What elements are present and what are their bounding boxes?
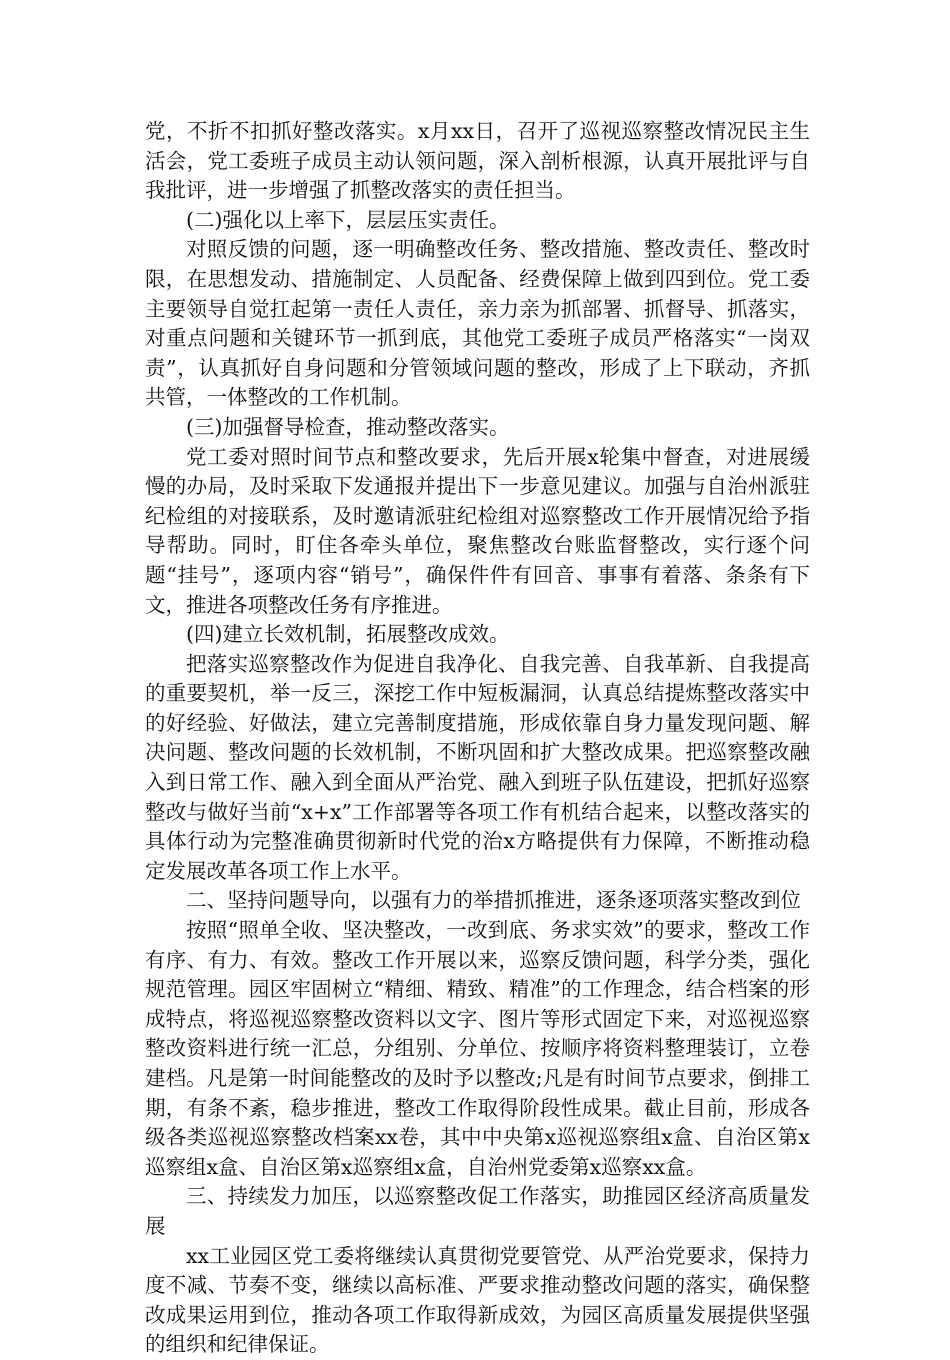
document-body — [145, 117, 810, 1360]
paragraph-9: 按照“照单全收、坚决整改，一改到底、务求实效”的要求，整改工作有序、有力、有效。整改工作开展以来，巡察反馈问题，科学分类，强化规范管理。园区牢固树立“精细、精致、精准”的工作理念，结合档案的形成特点，将巡视巡察整改资料以文字、图片等形式固定下来，对巡视巡察整改资料进行统一汇总，分组别、分单位、按顺序将资料整理装订，立卷建档。凡是第一时间能整改的及时予以整改;凡是有时间节点要求，倒排工期，有条不紊，稳步推进，整改工作取得阶段性成果。截止目前，形成各级各类巡视巡察整改档案xx卷，其中中央第x巡视巡察组x盒、自治区第x巡察组x盒、自治区第x巡察组x盒，自治州党委第x巡察xx盒。 — [145, 918, 810, 1179]
section-heading-3: (三)加强督导检查，推动整改落实。 — [186, 414, 510, 439]
paragraph-11: xx工业园区党工委将继续认真贯彻党要管党、从严治党要求，保持力度不减、节奏不变，继续以高标准、严要求推动整改问题的落实，确保整改成果运用到位，推动各项工作取得新成效，为园区高质量发展提供坚强的组织和纪律保证。 — [145, 1243, 810, 1357]
paragraph-3: 对照反馈的问题，逐一明确整改任务、整改措施、整改责任、整改时限，在思想发动、措施制定、人员配备、经费保障上做到四到位。党工委主要领导自觉扛起第一责任人责任，亲力亲为抓部署、抓督导、抓落实，对重点问题和关键环节一抓到底，其他党工委班子成员严格落实“一岗双责”，认真抓好自身问题和分管领域问题的整改，形成了上下联动，齐抓共管，一体整改的工作机制。 — [145, 237, 810, 410]
section-heading-4: (四)建立长效机制，拓展整改成效。 — [186, 622, 510, 647]
chapter-heading-3: 三、持续发力加压，以巡察整改促工作落实，助推园区经济高质量发展 — [145, 1184, 810, 1238]
section-heading-2: (二)强化以上率下，层层压实责任。 — [186, 207, 510, 232]
paragraph-1: 党，不折不扣抓好整改落实。x月xx日，召开了巡视巡察整改情况民主生活会，党工委班子成员主动认领问题，深入剖析根源，认真开展批评与自我批评，进一步增强了抓整改落实的责任担当。 — [145, 119, 810, 203]
paragraph-5: 党工委对照时间节点和整改要求，先后开展x轮集中督查，对进展缓慢的办局，及时采取下发通报并提出下一步意见建议。加强与自治州派驻纪检组的对接联系，及时邀请派驻纪检组对巡察整改工作开展情况给予指导帮助。同时，盯住各牵头单位，聚焦整改台账监督整改，实行逐个问题“挂号”，逐项内容“销号”，确保件件有回音、事事有着落、条条有下文，推进各项整改任务有序推进。 — [145, 444, 810, 617]
chapter-heading-2: 二、坚持问题导向，以强有力的举措抓推进，逐条逐项落实整改到位 — [186, 888, 801, 913]
paragraph-7: 把落实巡察整改作为促进自我净化、自我完善、自我革新、自我提高的重要契机，举一反三，深挖工作中短板漏洞，认真总结提炼整改落实中的好经验、好做法，建立完善制度措施，形成依靠自身力量发现问题、解决问题、整改问题的长效机制，不断巩固和扩大整改成果。把巡察整改融入到日常工作、融入到全面从严治党、融入到班子队伍建设，把抓好巡察整改与做好当前“x+x”工作部署等各项工作有机结合起来，以整改落实的具体行动为完整准确贯彻新时代党的治x方略提供有力保障，不断推动稳定发展改革各项工作上水平。 — [145, 651, 810, 883]
